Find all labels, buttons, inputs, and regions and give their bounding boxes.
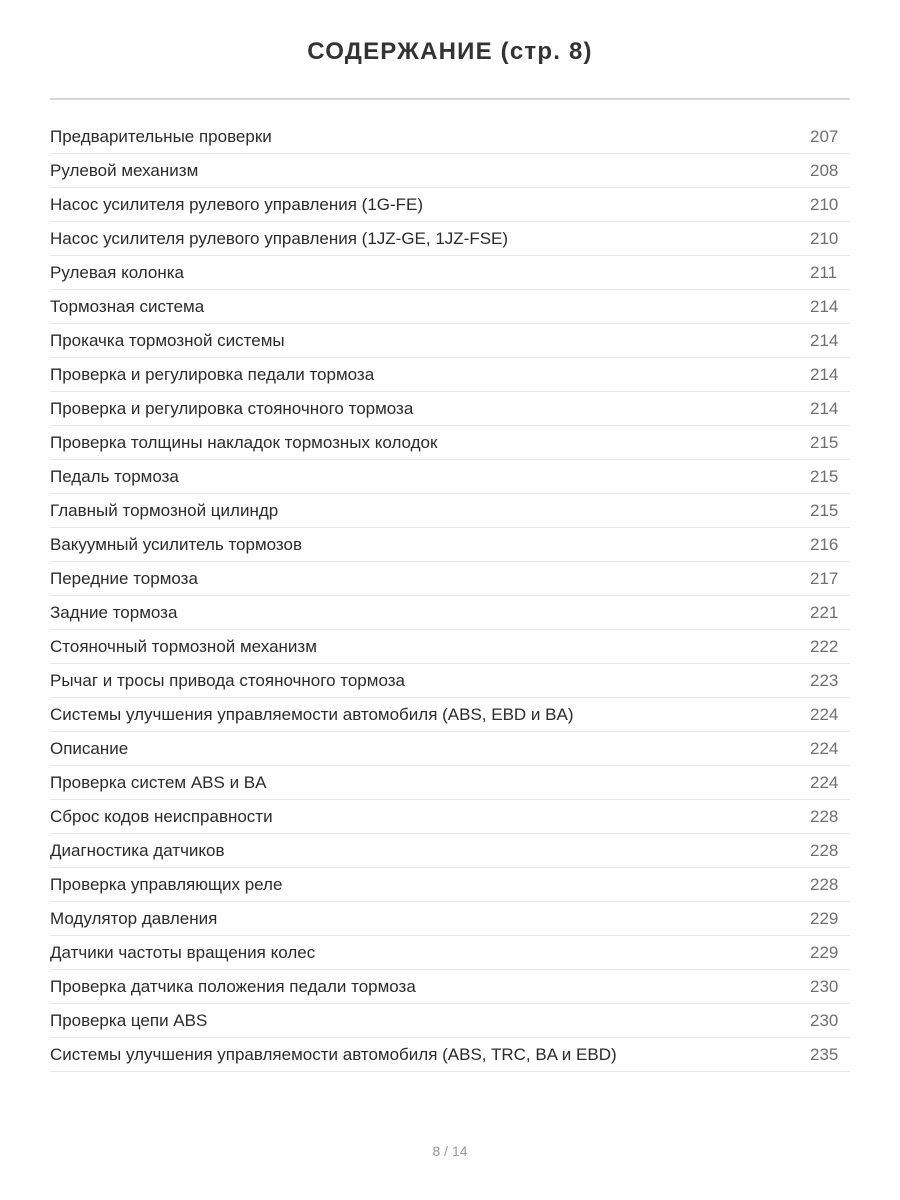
toc-entry[interactable] <box>50 596 850 630</box>
toc-entry-title: Диагностика датчиков <box>50 840 225 860</box>
toc-entry-title: Проверка управляющих реле <box>50 874 283 894</box>
toc-entry-page-number: 215 <box>810 466 839 486</box>
toc-entry-page-number: 210 <box>810 194 839 214</box>
toc-entry-title: Педаль тормоза <box>50 466 179 486</box>
page-counter: 8 / 14 <box>432 1143 468 1159</box>
toc-entry-page-number: 214 <box>810 330 839 350</box>
toc-entry-page-number: 214 <box>810 364 839 384</box>
toc-entry-title: Системы улучшения управляемости автомобиля (ABS, EBD и BA) <box>50 704 574 724</box>
toc-entry-page-number: 208 <box>810 160 839 180</box>
toc-entry-title: Сброс кодов неисправности <box>50 806 273 826</box>
toc-entry[interactable] <box>50 698 850 732</box>
toc-entry[interactable] <box>50 800 850 834</box>
toc-entry[interactable] <box>50 528 850 562</box>
toc-entry-page-number: 214 <box>810 398 839 418</box>
toc-entry-page-number: 214 <box>810 296 839 316</box>
toc-entry-title: Задние тормоза <box>50 602 178 622</box>
toc-entry-title: Рычаг и тросы привода стояночного тормоза <box>50 670 405 690</box>
toc-entry-title: Проверка датчика положения педали тормоза <box>50 976 416 996</box>
toc-entry-title: Вакуумный усилитель тормозов <box>50 534 302 554</box>
toc-entry-page-number: 223 <box>810 670 839 690</box>
toc-entry-page-number: 224 <box>810 738 839 758</box>
toc-entry-title: Насос усилителя рулевого управления (1JZ-GE, 1JZ-FSE) <box>50 228 509 248</box>
toc-entry-page-number: 215 <box>810 432 839 452</box>
toc-entry-title: Прокачка тормозной системы <box>50 330 285 350</box>
toc-entry-page-number: 210 <box>810 228 839 248</box>
toc-entry-title: Проверка цепи ABS <box>50 1010 208 1030</box>
toc-entry-page-number: 215 <box>810 500 839 520</box>
toc-entry[interactable] <box>50 426 850 460</box>
toc-entry-title: Системы улучшения управляемости автомобиля (ABS, TRC, BA и EBD) <box>50 1044 617 1064</box>
toc-entry[interactable] <box>50 392 850 426</box>
toc-entry-title: Тормозная система <box>50 296 205 316</box>
toc-entry[interactable] <box>50 290 850 324</box>
toc-entry[interactable] <box>50 1004 850 1038</box>
table-of-contents <box>50 120 850 1072</box>
toc-entry[interactable] <box>50 324 850 358</box>
toc-entry-title: Предварительные проверки <box>50 126 272 146</box>
toc-entry-page-number: 228 <box>810 840 839 860</box>
toc-entry-page-number: 222 <box>810 636 839 656</box>
page-title: СОДЕРЖАНИЕ (стр. 8) <box>307 38 593 65</box>
toc-entry-title: Передние тормоза <box>50 568 198 588</box>
toc-entry[interactable] <box>50 1038 850 1072</box>
toc-entry-title: Датчики частоты вращения колес <box>50 942 316 962</box>
toc-entry-page-number: 224 <box>810 772 839 792</box>
toc-entry-title: Стояночный тормозной механизм <box>50 636 317 656</box>
toc-entry-page-number: 211 <box>810 262 838 282</box>
toc-entry-title: Описание <box>50 738 129 758</box>
toc-entry-title: Главный тормозной цилиндр <box>50 500 279 520</box>
toc-entry[interactable] <box>50 630 850 664</box>
toc-entry-page-number: 221 <box>810 602 839 622</box>
toc-entry[interactable] <box>50 358 850 392</box>
toc-entry[interactable] <box>50 256 850 290</box>
toc-entry[interactable] <box>50 154 850 188</box>
toc-entry-title: Рулевой механизм <box>50 160 199 180</box>
toc-entry-page-number: 228 <box>810 874 839 894</box>
toc-entry[interactable] <box>50 936 850 970</box>
toc-entry-title: Насос усилителя рулевого управления (1G-FE) <box>50 194 424 214</box>
toc-entry-page-number: 229 <box>810 908 839 928</box>
toc-entry-page-number: 224 <box>810 704 839 724</box>
toc-entry-page-number: 216 <box>810 534 839 554</box>
title-divider <box>50 98 850 100</box>
toc-entry-page-number: 235 <box>810 1044 839 1064</box>
toc-entry-title: Проверка систем ABS и BA <box>50 772 267 792</box>
toc-entry[interactable] <box>50 766 850 800</box>
toc-entry[interactable] <box>50 494 850 528</box>
toc-entry[interactable] <box>50 732 850 766</box>
toc-entry-title: Проверка и регулировка педали тормоза <box>50 364 375 384</box>
toc-entry[interactable] <box>50 902 850 936</box>
toc-entry[interactable] <box>50 188 850 222</box>
toc-entry[interactable] <box>50 120 850 154</box>
toc-entry-title: Модулятор давления <box>50 908 218 928</box>
toc-entry[interactable] <box>50 222 850 256</box>
toc-entry-page-number: 230 <box>810 976 839 996</box>
toc-entry[interactable] <box>50 460 850 494</box>
toc-entry-title: Проверка толщины накладок тормозных колодок <box>50 432 438 452</box>
toc-entry-page-number: 229 <box>810 942 839 962</box>
toc-entry-page-number: 228 <box>810 806 839 826</box>
toc-entry[interactable] <box>50 834 850 868</box>
toc-entry-title: Проверка и регулировка стояночного тормоза <box>50 398 414 418</box>
toc-entry-page-number: 217 <box>810 568 839 588</box>
toc-entry[interactable] <box>50 664 850 698</box>
toc-entry[interactable] <box>50 970 850 1004</box>
toc-entry[interactable] <box>50 868 850 902</box>
toc-entry[interactable] <box>50 562 850 596</box>
toc-entry-title: Рулевая колонка <box>50 262 184 282</box>
toc-entry-page-number: 230 <box>810 1010 839 1030</box>
toc-entry-page-number: 207 <box>810 126 839 146</box>
